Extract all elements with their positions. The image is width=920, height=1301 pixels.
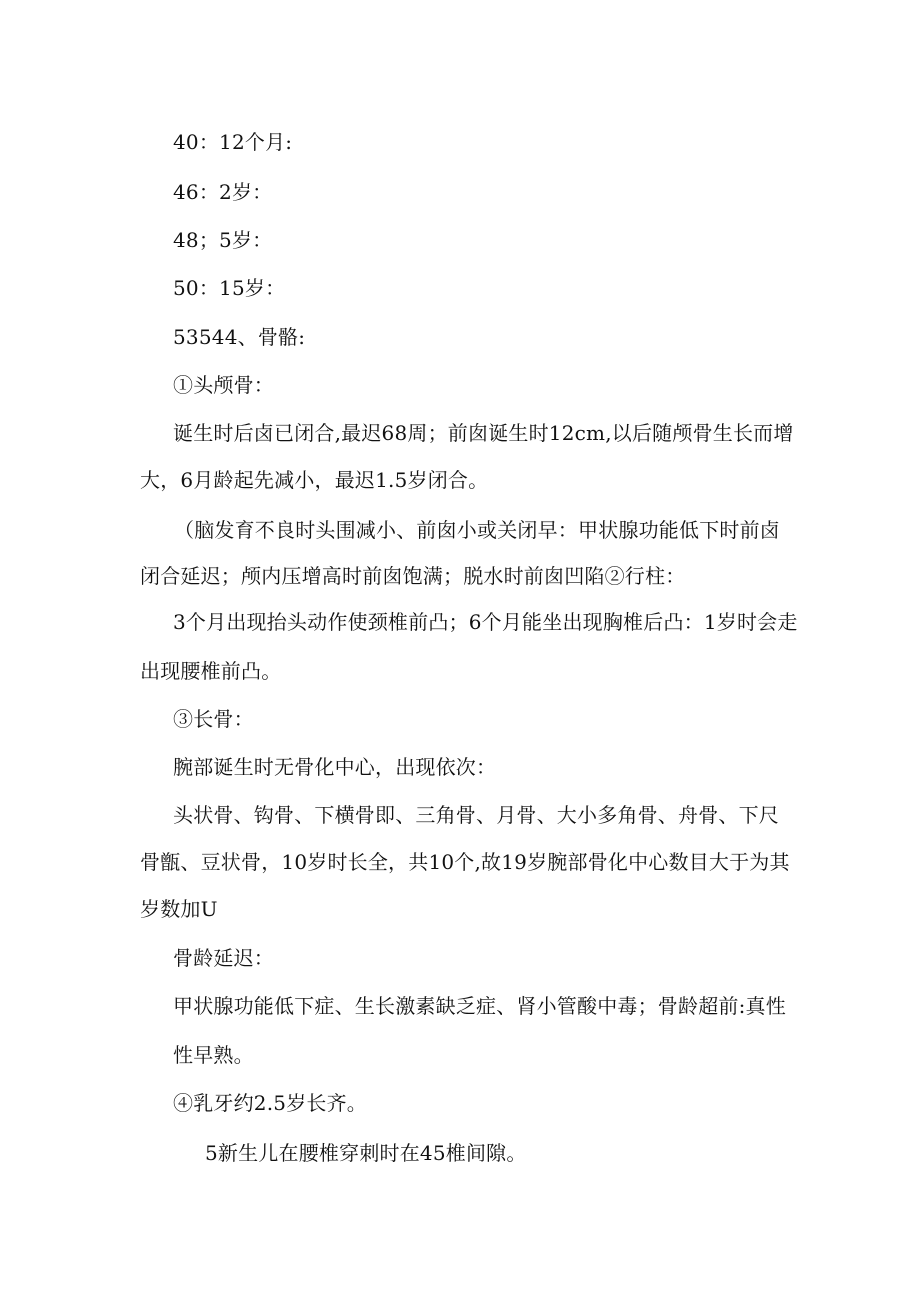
text-line: 46：2岁： (173, 180, 273, 204)
text-line: 闭合延迟；颅内压增高时前囱饱满；脱水时前囱凹陷②行柱： (140, 564, 686, 588)
text-line: 出现腰椎前凸。 (140, 659, 282, 683)
text-line: ④乳牙约2.5岁长齐。 (173, 1091, 368, 1115)
text-line: 5新生儿在腰椎穿刺时在45椎间隙。 (205, 1141, 527, 1165)
text-line: 头状骨、钩骨、下横骨即、三角骨、月骨、大小多角骨、舟骨、下尺 (173, 803, 779, 827)
text-line: 甲状腺功能低下症、生长激素缺乏症、肾小管酸中毒；骨龄超前:真性 (173, 994, 786, 1018)
text-line: 50：15岁： (173, 276, 286, 300)
text-line: 诞生时后卤已闭合,最迟68周；前囱诞生时12cm,以后随颅骨生长而增 (173, 421, 794, 445)
subsection-heading: 骨龄延迟： (173, 946, 274, 970)
section-heading: 53544、骨骼: (173, 325, 306, 349)
text-line: 骨甑、豆状骨，10岁时长全，共10个,故19岁腕部骨化中心数目大于为其 (140, 850, 790, 874)
text-line: 大，6月龄起先减小，最迟1.5岁闭合。 (140, 468, 489, 492)
text-line: 岁数加U (140, 897, 218, 921)
text-line: 40：12个月: (173, 130, 293, 154)
subsection-heading: ①头颅骨： (173, 373, 274, 397)
subsection-heading: ③长骨： (173, 707, 254, 731)
text-line: 腕部诞生时无骨化中心，出现依次： (173, 755, 497, 779)
text-line: 性早熟。 (173, 1043, 254, 1067)
text-line: 48；5岁： (173, 228, 273, 252)
text-line: （脑发育不良时头围减小、前囱小或关闭早：甲状腺功能低下时前卤 (174, 518, 780, 542)
text-line: 3个月出现抬头动作使颈椎前凸；6个月能坐出现胸椎后凸：1岁时会走 (173, 610, 798, 634)
